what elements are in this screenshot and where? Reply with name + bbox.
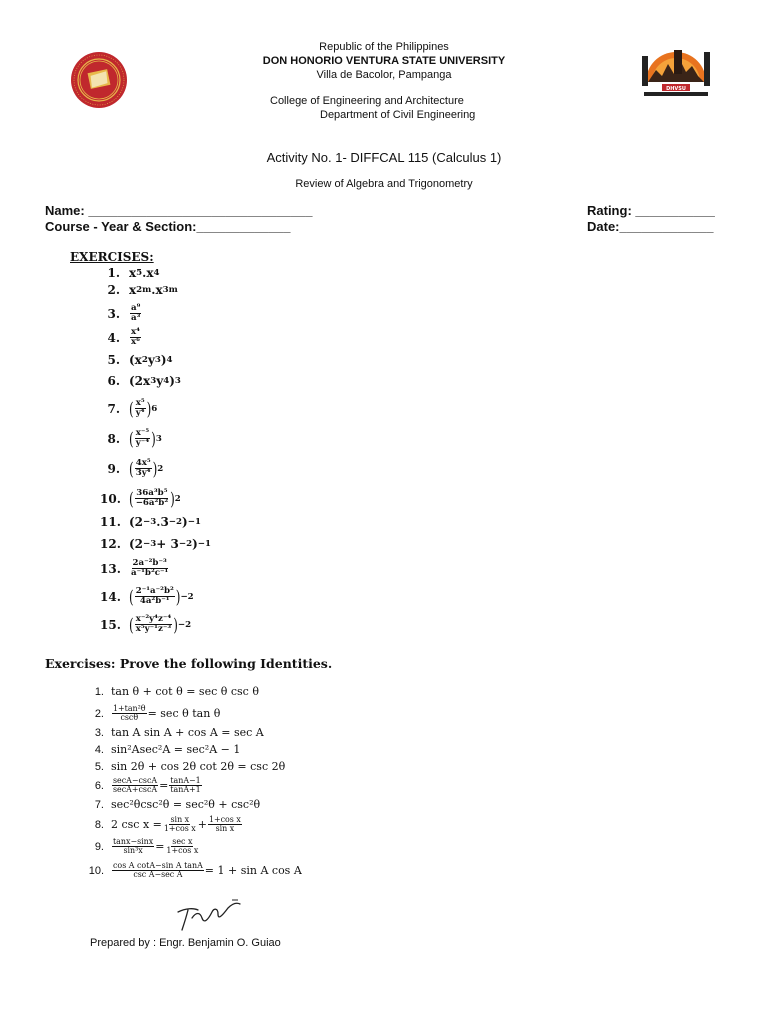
fraction: [112, 705, 147, 723]
identity-expression: [111, 862, 302, 880]
denominator: −6a²b²: [135, 498, 169, 509]
denominator: cscθ: [120, 713, 139, 723]
math-text: ): [192, 537, 198, 551]
exercise-item: [100, 489, 181, 508]
exercise-expression: ( $\frac{\text{2⁻¹a⁻²b²}}{\text{4a²b⁻¹}}$ ) −2: [129, 586, 194, 607]
denominator: tanA+1: [170, 785, 201, 795]
denominator: secA+cscA: [113, 785, 158, 795]
exercise-item: [100, 266, 160, 280]
exercise-item: [100, 353, 173, 367]
numerator: a⁹: [131, 303, 141, 313]
date-field[interactable]: Date:_____________: [587, 219, 714, 234]
activity-title: Activity No. 1- DIFFCAL 115 (Calculus 1): [266, 150, 502, 165]
numerator: 2a⁻²b⁻³: [132, 558, 167, 568]
identity-number: 9.: [94, 840, 104, 853]
fraction: [135, 615, 173, 634]
identity-number: 4.: [94, 743, 104, 756]
identity-number: 10.: [88, 864, 104, 877]
numerator: secA−cscA: [113, 776, 158, 785]
fraction: [112, 777, 158, 795]
exercise-item: [100, 587, 194, 606]
identity-item: [84, 705, 220, 723]
denominator: 3y⁴: [135, 468, 151, 479]
parenthesis: (: [129, 614, 134, 635]
exercise-item: [100, 559, 170, 578]
math-text: ): [169, 374, 175, 388]
fraction: [135, 489, 169, 508]
exercises-heading: EXERCISES:: [70, 250, 154, 264]
exercise-expression: (2 −3 + 3 −2 ) −1: [129, 537, 212, 551]
exercise-item: [100, 429, 162, 448]
math-text: = 1 + sin A cos A: [204, 864, 302, 878]
denominator: 1+cos x: [166, 846, 199, 856]
exercise-number: 9.: [107, 461, 120, 476]
exercise-item: [100, 374, 181, 388]
exercise-number: 13.: [100, 561, 121, 576]
math-text: sin 2θ + cos 2θ cot 2θ = csc 2θ: [111, 760, 286, 773]
identity-number: 5.: [94, 760, 104, 773]
parenthesis: ): [173, 614, 178, 635]
numerator: x⁵: [135, 398, 145, 408]
numerator: tanx−sinx: [113, 837, 154, 846]
numerator: cos A cotA−sin A tanA: [113, 861, 203, 870]
exercise-number: 3.: [107, 306, 120, 321]
exercise-expression: x 2m . x 3m: [129, 283, 178, 297]
math-text: .3: [156, 515, 169, 529]
activity-subtitle: Review of Algebra and Trigonometry: [295, 178, 473, 190]
exercise-expression: ( $\frac{\text{x⁻²y⁴z⁻⁴}}{\text{x⁵y⁻¹z⁻³}}$ ) −2: [129, 614, 192, 635]
prepared-by: Prepared by : Engr. Benjamin O. Guiao: [90, 937, 281, 949]
numerator: x⁻⁵: [135, 428, 150, 438]
exercise-expression: ( $\frac{\text{36a³b⁵}}{\text{−6a²b²}}$ ) 2: [129, 488, 181, 509]
exercise-item: [100, 459, 163, 478]
exercise-expression: ( $\frac{\text{x⁵}}{\text{y⁴}}$ ) 6: [129, 398, 158, 419]
numerator: sec x: [172, 837, 193, 846]
identities-heading: Exercises: Prove the following Identities.: [45, 656, 333, 671]
denominator: 1+cos x: [163, 824, 196, 834]
exercise-number: 6.: [107, 374, 120, 388]
identity-expression: [111, 685, 259, 698]
identity-item: [84, 760, 285, 773]
exercise-number: 11.: [100, 515, 121, 529]
identity-item: [84, 777, 203, 795]
identity-expression: [111, 816, 243, 834]
exercise-number: 8.: [107, 431, 120, 446]
exercise-item: [100, 328, 142, 347]
identity-item: [84, 862, 302, 880]
identity-number: 3.: [94, 726, 104, 739]
parenthesis: (: [129, 488, 134, 509]
header-college: College of Engineering and Architecture: [270, 95, 464, 107]
math-text: + 3: [156, 537, 179, 551]
parenthesis: (: [129, 586, 134, 607]
exercise-item: [100, 304, 142, 323]
fraction: [165, 838, 199, 856]
identity-item: [84, 726, 264, 739]
fraction: [135, 399, 146, 418]
fraction: [135, 459, 152, 478]
numerator: 2⁻¹a⁻²b²: [135, 586, 174, 596]
identity-item: [84, 816, 243, 834]
denominator: a⁻¹b²c⁻¹: [131, 568, 169, 579]
identity-expression: [111, 726, 264, 739]
math-text: sin²Asec²A = sec²A − 1: [111, 743, 241, 756]
numerator: 36a³b⁵: [136, 488, 168, 498]
fraction: [163, 816, 197, 834]
exercise-expression: [129, 559, 170, 578]
parenthesis: ): [146, 398, 152, 419]
denominator: a³: [131, 313, 141, 324]
fraction: [135, 587, 175, 606]
identity-item: [84, 838, 200, 856]
identity-expression: [111, 743, 240, 756]
signature: [172, 898, 252, 934]
parenthesis: ): [152, 458, 158, 479]
identity-expression: [111, 798, 260, 811]
exercise-expression: ( $\frac{\text{4x⁵}}{\text{3y⁴}}$ ) 2: [129, 458, 164, 479]
parenthesis: ): [175, 586, 181, 607]
parenthesis: ): [151, 428, 156, 449]
math-text: y: [147, 353, 155, 367]
exercise-expression: [129, 328, 142, 347]
fraction: [112, 862, 204, 880]
math-text: (2: [129, 515, 144, 529]
identity-item: [84, 743, 240, 756]
logo-text: DHVSU: [666, 86, 686, 92]
math-text: = sec θ tan θ: [147, 707, 221, 721]
identity-expression: [111, 777, 203, 795]
math-text: .: [142, 266, 147, 280]
exercise-number: 14.: [100, 589, 121, 604]
fraction: [130, 559, 169, 578]
exercise-number: 10.: [100, 491, 121, 506]
math-text: =: [159, 779, 169, 793]
denominator: y⁴: [135, 408, 145, 419]
rating-field[interactable]: Rating: ___________: [587, 203, 715, 218]
exercise-item: [100, 537, 211, 551]
math-text: .: [151, 283, 156, 297]
math-text: ): [182, 515, 188, 529]
denominator: sin³x: [123, 846, 143, 856]
denominator: x⁶: [131, 337, 140, 348]
exercise-number: 5.: [107, 353, 120, 367]
identity-number: 1.: [94, 685, 104, 698]
exercise-number: 12.: [100, 537, 121, 551]
header-location: Villa de Bacolor, Pampanga: [316, 69, 452, 81]
math-text: =: [155, 840, 165, 854]
exercise-item: [100, 399, 157, 418]
math-text: +: [197, 818, 207, 832]
identity-number: 7.: [94, 798, 104, 811]
math-text: x: [129, 266, 137, 280]
exercise-expression: x 5 . x 4: [129, 266, 160, 280]
fraction: [169, 777, 201, 795]
identity-expression: [111, 838, 200, 856]
denominator: sin x: [215, 824, 235, 834]
denominator: csc A−sec A: [133, 870, 183, 880]
numerator: sin x: [170, 815, 190, 824]
numerator: 1+cos x: [208, 815, 241, 824]
numerator: x⁻²y⁴z⁻⁴: [135, 614, 172, 624]
fraction: [130, 328, 141, 347]
denominator: 4a²b⁻¹: [139, 596, 170, 607]
exercise-number: 15.: [100, 617, 121, 632]
exercise-number: 2.: [107, 283, 120, 297]
header-department: Department of Civil Engineering: [320, 109, 476, 121]
fraction: [135, 429, 150, 448]
name-field[interactable]: Name: _______________________________: [45, 203, 313, 218]
exercise-item: [100, 283, 178, 297]
exercise-expression: (2 −3 .3 −2 ) −1: [129, 515, 201, 529]
identity-number: 2.: [94, 707, 104, 720]
math-text: (2: [129, 537, 144, 551]
math-text: sec²θcsc²θ = sec²θ + csc²θ: [111, 798, 261, 811]
exercise-item: [100, 515, 201, 529]
fraction: [112, 838, 154, 856]
numerator: x⁴: [131, 327, 140, 337]
denominator: x⁵y⁻¹z⁻³: [135, 624, 172, 635]
math-text: tan A sin A + cos A = sec A: [111, 726, 264, 739]
numerator: 4x⁵: [135, 458, 151, 468]
parenthesis: (: [129, 458, 134, 479]
math-text: x: [146, 266, 154, 280]
identity-expression: [111, 705, 220, 723]
identity-item: [84, 685, 259, 698]
identity-expression: [111, 760, 285, 773]
math-text: y: [156, 374, 164, 388]
math-text: 2 csc x =: [111, 818, 162, 832]
exercise-number: 4.: [107, 330, 120, 345]
parenthesis: (: [129, 398, 134, 419]
fraction: [208, 816, 242, 834]
exercise-expression: [129, 304, 142, 323]
header-republic: Republic of the Philippines: [319, 41, 449, 53]
course-field[interactable]: Course - Year & Section:_____________: [45, 219, 291, 234]
identity-number: 8.: [94, 818, 104, 831]
math-text: (2x: [129, 374, 151, 388]
math-text: x: [129, 283, 137, 297]
exercise-number: 1.: [107, 266, 120, 280]
exercise-number: 7.: [107, 401, 120, 416]
parenthesis: (: [129, 428, 134, 449]
parenthesis: ): [170, 488, 175, 509]
exercise-expression: (2x 3 y 4 ) 3: [129, 374, 181, 388]
math-text: (x: [129, 353, 142, 367]
numerator: 1+tan²θ: [113, 704, 146, 713]
header-university: DON HONORIO VENTURA STATE UNIVERSITY: [262, 55, 506, 67]
math-text: tan θ + cot θ = sec θ csc θ: [111, 685, 259, 698]
identity-item: [84, 798, 260, 811]
exercise-item: [100, 615, 191, 634]
denominator: y⁻⁴: [135, 438, 150, 449]
math-text: ): [160, 353, 167, 367]
exercise-expression: (x 2 y 3 ) 4: [129, 353, 173, 367]
identity-number: 6.: [94, 779, 104, 792]
exercise-expression: ( $\frac{\text{x⁻⁵}}{\text{y⁻⁴}}$ ) 3: [129, 428, 162, 449]
math-text: x: [155, 283, 163, 297]
fraction: [130, 304, 141, 323]
numerator: tanA−1: [170, 776, 201, 785]
